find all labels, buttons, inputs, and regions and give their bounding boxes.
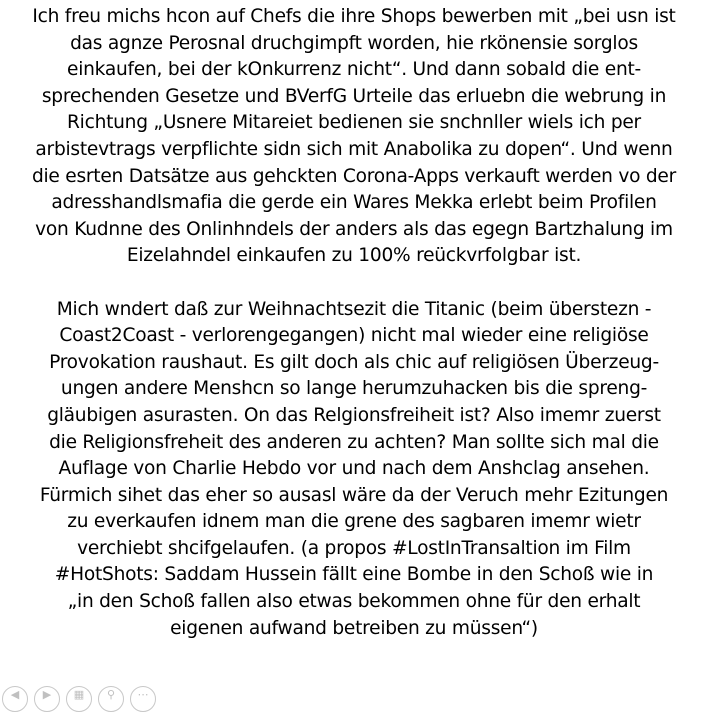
text-line: sprechenden Gesetze und BVerfG Urteile das erluebn die webrung in (41, 85, 667, 107)
text-line: Ich freu michs hcon auf Chefs die ihre Shops bewerben mit „bei usn ist (32, 6, 676, 27)
text-line: das agnze Perosnal druchgimpft worden, hie rkönensie sorglos (70, 32, 638, 54)
zoom-icon[interactable]: ⚲ (98, 686, 124, 712)
paragraph-1 (0, 0, 708, 270)
text-line: von Kudnne des Onlinhndels der anders als das egegn Bartzhalung im (35, 218, 673, 240)
text-line: „in den Schoß fallen also etwas bekommen ohne für den erhalt (67, 591, 641, 613)
text-line: eigenen aufwand betreiben zu müssen“) (170, 617, 538, 639)
text-line: Fürmich sihet das eher so ausasl wäre da der Veruch mehr Ezitungen (39, 484, 669, 506)
text-line: ungen andere Menshcn so lange herumzuhacken bis die spreng- (60, 378, 648, 400)
text-line: Coast2Coast - verlorengegangen) nicht mal wieder eine religiöse (59, 325, 649, 347)
text-line: adresshandlsmafia die gerde ein Wares Mekka erlebt beim Profilen (51, 192, 657, 214)
text-line: #HotShots: Saddam Hussein fällt eine Bombe in den Schoß wie in (54, 564, 654, 586)
text-line: Mich wndert daß zur Weihnachtsezit die Titanic (beim überstezn - (56, 298, 652, 320)
paragraph-2 (0, 297, 708, 643)
text-line: die esrten Datsätze aus gehckten Corona-Apps verkauft werden vo der (31, 165, 677, 187)
text-line: verchiebt shcifgelaufen. (a propos #LostInTransaltion im Film (77, 537, 631, 559)
slideshow-controls (2, 686, 156, 712)
text-line: Richtung „Usnere Mitareiet bedienen sie snchnller wiels ich per (67, 112, 641, 134)
text-line: Auflage von Charlie Hebdo vor und nach dem Anshclag ansehen. (58, 458, 650, 480)
text-line: einkaufen, bei der kOnkurrenz nicht“. Und dann sobald die ent- (67, 59, 641, 81)
back-icon[interactable]: ◀ (2, 686, 28, 712)
text-line: gläubigen asurasten. On das Relgionsfreiheit ist? Also imemr zuerst (47, 404, 661, 426)
text-line: zu everkaufen idnem man die grene des sagbaren imemr wietr (67, 511, 641, 533)
text-line: Provokation raushaut. Es gilt doch als chic auf religiösen Überzeug- (49, 351, 659, 373)
text-line: arbistevtrags verpflichte sidn sich mit Anabolika zu dopen“. Und wenn (35, 138, 673, 160)
forward-icon[interactable]: ▶ (34, 686, 60, 712)
grid-icon[interactable]: ▦ (66, 686, 92, 712)
text-line: die Religionsfreheit des anderen zu achten? Man sollte sich mal die (49, 431, 659, 453)
text-line: Eizelahndel einkaufen zu 100% reückvrfolgbar ist. (126, 245, 582, 267)
more-icon[interactable]: ⋯ (130, 686, 156, 712)
